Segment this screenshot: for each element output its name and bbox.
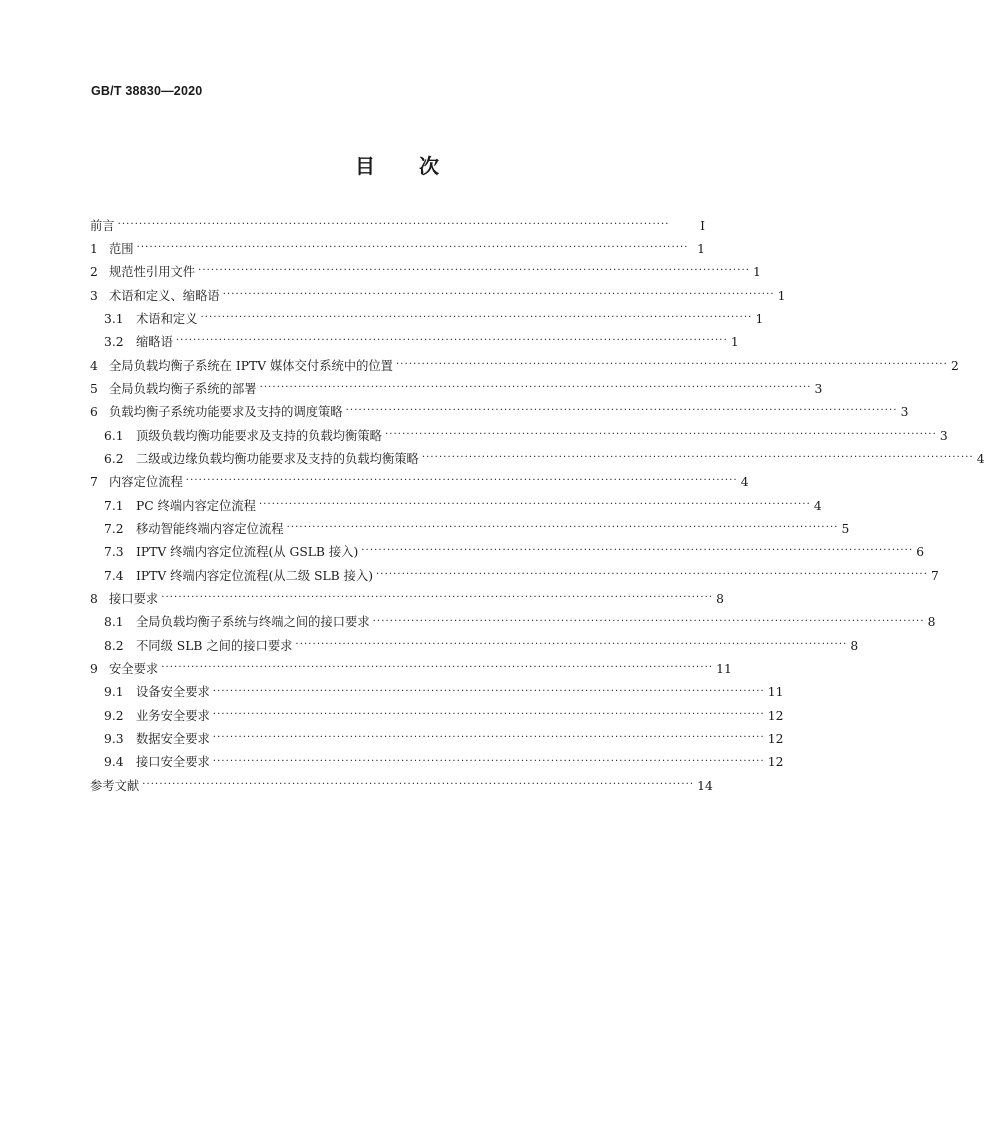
toc-leader-dots: ·································································································································: [212, 732, 765, 744]
toc-entry[interactable]: [90, 377, 823, 400]
toc-entry-number: 4: [90, 358, 98, 373]
toc-entry-number: 3: [90, 288, 98, 303]
toc-entry-page-number: 3: [900, 405, 909, 420]
toc-entry-page-number: 1: [753, 265, 761, 280]
toc-entry-page-number: 8: [927, 615, 936, 630]
toc-entry[interactable]: [90, 214, 705, 237]
toc-entry-page-number: 4: [813, 498, 822, 513]
toc-entry-label: 术语和定义: [136, 311, 198, 326]
toc-entry[interactable]: [90, 681, 784, 704]
toc-leader-dots: ·································································································································: [384, 428, 937, 440]
toc-entry[interactable]: [90, 774, 713, 797]
toc-entry[interactable]: [90, 284, 786, 307]
toc-leader-dots: ·································································································································: [295, 638, 848, 650]
toc-entry-page-number: 11: [716, 662, 732, 677]
toc-entry-number: 7.1: [104, 498, 124, 513]
toc-entry-number: 2: [90, 265, 98, 280]
toc-entry-label: 全局负载均衡子系统在 IPTV 媒体交付系统中的位置: [109, 358, 393, 373]
toc-entry[interactable]: [90, 611, 936, 634]
toc-leader-dots: ·································································································································: [198, 265, 751, 277]
toc-entry-page-number: 1: [730, 335, 739, 350]
toc-entry-label: 数据安全要求: [136, 732, 210, 747]
toc-entry-label: 接口要求: [109, 592, 159, 607]
toc-entry-label: 安全要求: [109, 662, 159, 677]
toc-entry[interactable]: [90, 237, 705, 260]
toc-leader-dots: ·································································································································: [212, 685, 765, 697]
toc-entry-page-number: Ⅰ: [700, 218, 705, 233]
toc-entry-label: 全局负载均衡子系统的部署: [109, 381, 257, 396]
toc-leader-dots: ·································································································································: [185, 475, 738, 487]
toc-entry-number: 7.3: [104, 545, 124, 560]
toc-entry-page-number: 4: [976, 451, 985, 466]
toc-leader-dots: ·································································································································: [421, 452, 974, 464]
toc-leader-dots: ·································································································································: [161, 592, 714, 604]
toc-entry[interactable]: [90, 541, 925, 564]
toc-entry-page-number: 12: [767, 755, 784, 770]
toc-entry[interactable]: [90, 658, 732, 681]
toc-entry-page-number: 1: [777, 288, 786, 303]
toc-leader-dots: ·································································································································: [222, 288, 775, 300]
toc-leader-dots: ·································································································································: [376, 568, 928, 580]
toc-entry-label: IPTV 终端内容定位流程(从二级 SLB 接入): [136, 568, 374, 583]
toc-entry[interactable]: [90, 307, 764, 330]
toc-entry[interactable]: [90, 634, 859, 657]
toc-entry-number: 9: [90, 662, 98, 677]
toc-entry[interactable]: [90, 401, 909, 424]
toc-entry[interactable]: [90, 494, 822, 517]
table-of-contents: [90, 214, 985, 798]
toc-entry-label: 业务安全要求: [136, 708, 210, 723]
toc-entry-page-number: 12: [767, 732, 784, 747]
toc-leader-dots: ·································································································································: [200, 312, 753, 324]
toc-entry-label: 规范性引用文件: [109, 265, 196, 280]
toc-leader-dots: ·································································································································: [161, 662, 714, 674]
toc-entry[interactable]: [90, 471, 749, 494]
toc-leader-dots: ·································································································································: [258, 498, 811, 510]
toc-entry[interactable]: [90, 588, 724, 611]
toc-entry[interactable]: [90, 424, 948, 447]
toc-leader-dots: ·································································································································: [361, 545, 914, 557]
standard-code: GB/T 38830—2020: [91, 84, 203, 98]
page-title: [0, 150, 794, 179]
toc-entry-number: 7.2: [104, 521, 124, 536]
toc-entry-number: 5: [90, 381, 98, 396]
toc-entry-page-number: 1: [697, 241, 705, 256]
toc-entry-number: 8.2: [104, 638, 124, 653]
toc-entry-label: IPTV 终端内容定位流程(从 GSLB 接入): [136, 545, 359, 560]
toc-entry-number: 6.1: [104, 428, 124, 443]
page-title-char-1: 目: [355, 154, 375, 178]
toc-entry-label: 顶级负载均衡功能要求及支持的负载均衡策略: [136, 428, 382, 443]
toc-entry-label: 接口安全要求: [136, 755, 210, 770]
toc-leader-dots: ·································································································································: [372, 615, 925, 627]
toc-leader-dots: ·································································································································: [212, 708, 765, 720]
toc-entry-page-number: 1: [755, 311, 764, 326]
toc-entry-label: 内容定位流程: [109, 475, 183, 490]
toc-leader-dots: ·································································································································: [117, 218, 670, 230]
toc-entry-label: 二级或边缘负载均衡功能要求及支持的负载均衡策略: [136, 451, 419, 466]
toc-entry-number: 9.1: [104, 685, 124, 700]
toc-entry-label: 缩略语: [136, 335, 173, 350]
toc-entry-number: 7.4: [104, 568, 124, 583]
toc-leader-dots: ·································································································································: [259, 382, 812, 394]
toc-entry-label: 术语和定义、缩略语: [109, 288, 220, 303]
toc-entry-label: 全局负载均衡子系统与终端之间的接口要求: [136, 615, 370, 630]
toc-entry[interactable]: [90, 728, 784, 751]
toc-entry-number: 9.2: [104, 708, 124, 723]
toc-leader-dots: ·································································································································: [395, 358, 948, 370]
toc-leader-dots: ·································································································································: [345, 405, 898, 417]
toc-entry-page-number: 2: [950, 358, 959, 373]
toc-entry-number: 1: [90, 241, 98, 256]
toc-entry-page-number: 8: [716, 592, 724, 607]
toc-leader-dots: ·································································································································: [136, 242, 689, 254]
toc-entry-page-number: 4: [740, 475, 749, 490]
toc-entry-label: 负载均衡子系统功能要求及支持的调度策略: [109, 405, 343, 420]
toc-leader-dots: ·································································································································: [212, 755, 765, 767]
toc-entry-number: 7: [90, 475, 98, 490]
toc-entry-label: 移动智能终端内容定位流程: [136, 521, 284, 536]
toc-entry-page-number: 3: [814, 381, 823, 396]
toc-entry-page-number: 7: [930, 568, 939, 583]
toc-entry-page-number: 6: [916, 545, 925, 560]
toc-entry-page-number: 8: [850, 638, 859, 653]
toc-entry-number: 6.2: [104, 451, 124, 466]
toc-entry-number: 9.4: [104, 755, 124, 770]
toc-entry[interactable]: [90, 447, 985, 470]
toc-entry[interactable]: [90, 517, 850, 540]
toc-entry-page-number: 14: [697, 778, 713, 793]
toc-entry-number: 8: [90, 592, 98, 607]
toc-entry[interactable]: [90, 261, 761, 284]
toc-entry-number: 9.3: [104, 732, 124, 747]
toc-leader-dots: ·································································································································: [175, 335, 728, 347]
toc-entry-number: 8.1: [104, 615, 124, 630]
toc-entry-page-number: 12: [767, 708, 784, 723]
toc-entry-number: 3.1: [104, 311, 124, 326]
toc-entry[interactable]: [90, 331, 739, 354]
toc-entry[interactable]: [90, 751, 784, 774]
toc-entry-page-number: 3: [939, 428, 948, 443]
toc-entry-label: 参考文献: [90, 778, 140, 793]
toc-entry-page-number: 11: [767, 685, 784, 700]
toc-entry-page-number: 5: [841, 521, 850, 536]
toc-entry[interactable]: [90, 354, 959, 377]
toc-entry[interactable]: [90, 564, 939, 587]
toc-entry-number: 6: [90, 405, 98, 420]
page-title-char-2: 次: [419, 154, 439, 178]
toc-entry-label: 范围: [109, 241, 134, 256]
toc-entry[interactable]: [90, 704, 784, 727]
toc-entry-number: 3.2: [104, 335, 124, 350]
toc-entry-label: PC 终端内容定位流程: [136, 498, 256, 513]
toc-entry-label: 不同级 SLB 之间的接口要求: [136, 638, 293, 653]
toc-leader-dots: ·································································································································: [142, 778, 695, 790]
toc-leader-dots: ·································································································································: [286, 522, 839, 534]
toc-entry-label: 前言: [90, 218, 115, 233]
toc-entry-label: 设备安全要求: [136, 685, 210, 700]
